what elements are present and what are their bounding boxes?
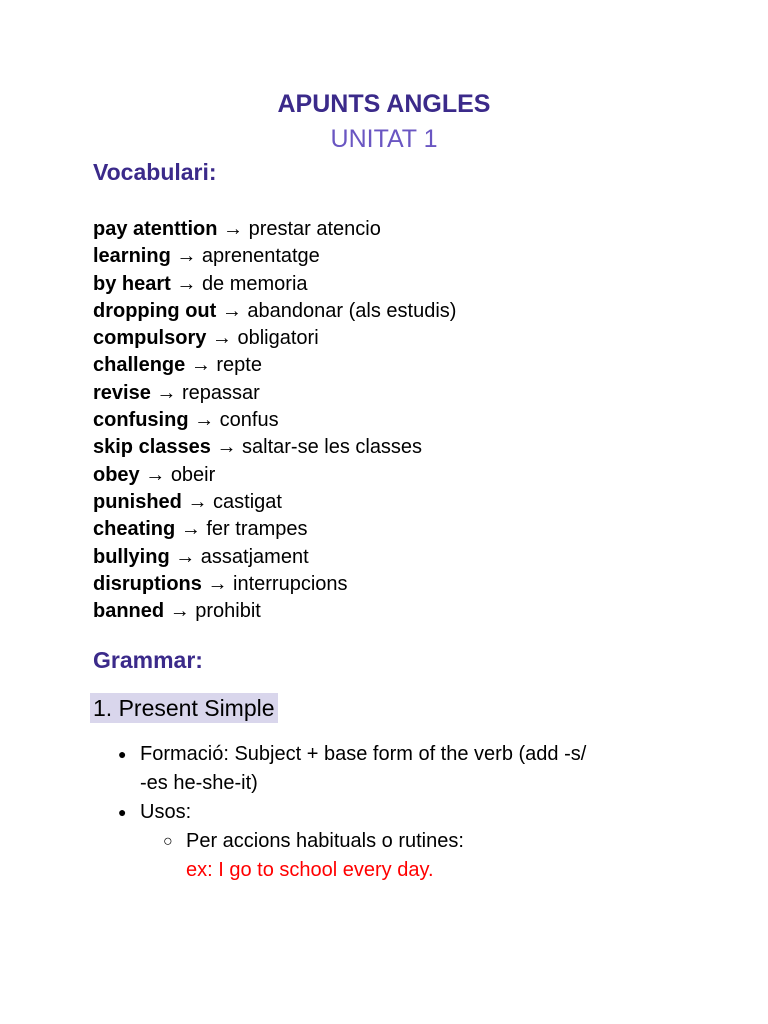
vocab-term: punished bbox=[93, 490, 182, 513]
vocab-item bbox=[93, 462, 456, 489]
vocab-item bbox=[93, 298, 456, 325]
vocab-translation: repassar bbox=[181, 381, 260, 404]
vocab-term: cheating bbox=[93, 518, 176, 541]
vocab-translation: fer trampes bbox=[206, 518, 308, 541]
vocab-item bbox=[93, 571, 456, 598]
arrow-right-icon: → bbox=[145, 463, 166, 486]
vocab-item bbox=[93, 489, 456, 516]
vocab-translation: repte bbox=[216, 354, 262, 377]
vocab-item bbox=[93, 380, 456, 407]
arrow-right-icon: → bbox=[169, 600, 190, 623]
vocab-translation: prohibit bbox=[195, 600, 261, 623]
vocab-translation: castigat bbox=[213, 490, 282, 513]
vocab-item bbox=[93, 216, 456, 243]
bullet-dot-icon: ● bbox=[118, 804, 127, 820]
sub-bullet-habituals bbox=[118, 827, 678, 885]
arrow-right-icon: → bbox=[176, 245, 197, 268]
bullet-formacio-line-1: Formació: Subject + base form of the verb (add -s/ bbox=[140, 743, 587, 765]
arrow-right-icon: → bbox=[156, 381, 177, 404]
vocab-item bbox=[93, 434, 456, 461]
document-subtitle: UNITAT 1 bbox=[330, 125, 438, 153]
arrow-right-icon: → bbox=[190, 354, 211, 377]
vocab-term: obey bbox=[93, 463, 140, 486]
arrow-right-icon: → bbox=[187, 490, 208, 513]
vocab-translation: confus bbox=[219, 409, 279, 432]
vocab-term: bullying bbox=[93, 545, 170, 568]
example-text: ex: I go to school every day. bbox=[186, 859, 434, 881]
bullet-dot-icon: ● bbox=[118, 746, 127, 762]
vocab-item bbox=[93, 516, 456, 543]
grammar-bullets bbox=[118, 740, 678, 885]
vocab-item bbox=[93, 544, 456, 571]
sub-bullet-habituals-text: Per accions habituals o rutines: bbox=[186, 830, 464, 852]
arrow-right-icon: → bbox=[223, 218, 244, 240]
vocab-term: learning bbox=[93, 245, 171, 268]
vocab-translation: obligatori bbox=[237, 327, 319, 350]
section-title-present-simple: 1. Present Simple bbox=[90, 693, 278, 723]
vocab-term: pay atenttion bbox=[93, 218, 218, 240]
sub-bullet-ring-icon: ○ bbox=[163, 833, 173, 850]
bullet-usos-text: Usos: bbox=[140, 801, 192, 823]
vocab-term: revise bbox=[93, 381, 151, 404]
vocab-item bbox=[93, 352, 456, 379]
arrow-right-icon: → bbox=[175, 545, 196, 568]
vocab-term: dropping out bbox=[93, 299, 217, 322]
arrow-right-icon: → bbox=[207, 572, 228, 595]
arrow-right-icon: → bbox=[194, 409, 215, 432]
vocab-term: disruptions bbox=[93, 572, 202, 595]
vocab-translation: prestar atencio bbox=[248, 218, 381, 240]
vocab-item bbox=[93, 325, 456, 352]
arrow-right-icon: → bbox=[180, 518, 201, 541]
bullet-usos bbox=[118, 798, 678, 827]
vocab-term: by heart bbox=[93, 272, 171, 295]
vocab-translation: aprenentatge bbox=[201, 245, 320, 268]
vocab-translation: assatjament bbox=[200, 545, 309, 568]
vocab-translation: interrupcions bbox=[233, 572, 348, 595]
vocab-translation: saltar-se les classes bbox=[242, 436, 423, 459]
vocab-term: confusing bbox=[93, 409, 189, 432]
bullet-formacio-line-2: -es he-she-it) bbox=[140, 772, 258, 794]
vocabulary-list bbox=[93, 216, 456, 625]
bullet-formacio bbox=[118, 740, 678, 798]
vocab-term: banned bbox=[93, 600, 165, 623]
vocab-translation: de memoria bbox=[201, 272, 308, 295]
vocab-item bbox=[93, 598, 456, 625]
vocab-item bbox=[93, 271, 456, 298]
vocab-translation: obeir bbox=[170, 463, 216, 486]
vocab-term: skip classes bbox=[93, 436, 211, 459]
arrow-right-icon: → bbox=[216, 436, 237, 459]
arrow-right-icon: → bbox=[211, 327, 232, 350]
vocab-item bbox=[93, 243, 456, 270]
arrow-right-icon: → bbox=[176, 272, 197, 295]
document-title: APUNTS ANGLES bbox=[277, 90, 491, 118]
arrow-right-icon: → bbox=[221, 299, 242, 322]
grammar-heading: Grammar: bbox=[93, 647, 203, 673]
vocab-translation: abandonar (als estudis) bbox=[247, 299, 457, 322]
vocab-item bbox=[93, 407, 456, 434]
vocabulary-heading: Vocabulari: bbox=[93, 159, 217, 185]
vocab-term: compulsory bbox=[93, 327, 207, 350]
vocab-term: challenge bbox=[93, 354, 186, 377]
